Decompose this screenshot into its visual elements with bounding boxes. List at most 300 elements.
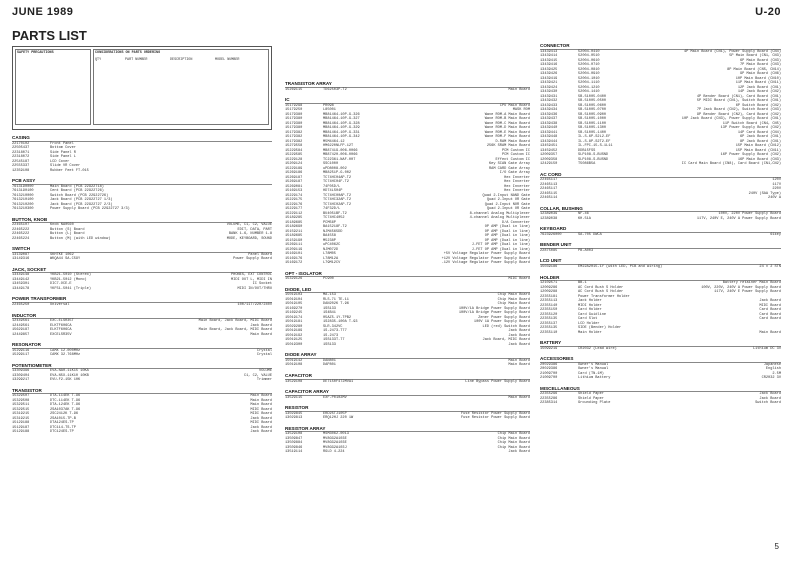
part-name: EXF-P0102MV (323, 395, 347, 400)
part-number: 7623926000 (540, 232, 562, 237)
part-description: 9P Bender Board (CN2), Card Board (CN2) (696, 112, 781, 117)
part-number: 22465117 (540, 178, 558, 183)
part-name: NJM4565DD (323, 229, 343, 234)
part-number: 22465113 (540, 182, 558, 187)
part-name: IL-FPC-15-S-1L11 (578, 144, 613, 149)
part-description: Trimmer (256, 378, 272, 383)
part-number: 15019181 (285, 320, 303, 325)
part-description: Jack Board (250, 323, 272, 328)
part-name: TC74HC04F-T2 (323, 180, 349, 185)
part-name: AC Cord Bush S Holder (578, 285, 624, 290)
part-name: PB-A003 (578, 248, 594, 253)
part-name: YKF51-5041 (Triple) (50, 286, 91, 291)
part-name: 52004-1210 (578, 85, 600, 90)
part-number: 12449561 (12, 323, 30, 328)
part-name: ERD25TJ105P (323, 411, 347, 416)
part-number: 13439424 (540, 85, 558, 90)
part-name: 5B-51005-0500 (578, 99, 607, 104)
section-title: POTENTIOMETER (12, 363, 272, 370)
part-name: PR098 (323, 103, 334, 108)
part-name: TC74HC32AP-T2 (323, 198, 352, 203)
part-name: 1S-2473-T77 (323, 329, 347, 334)
part-number: 15179382 (285, 139, 303, 144)
part-number: 13439413 (540, 49, 558, 54)
safety-box (15, 49, 91, 125)
part-description: Wave ROM-B Main Board (484, 117, 530, 122)
part-number: 13439421 (540, 81, 558, 86)
part-number: 13439425 (540, 67, 558, 72)
part-description: 120V (772, 178, 781, 183)
part-description: MIDI Board (508, 277, 530, 282)
part-name: LCD Holder (578, 321, 600, 326)
part-number: 22355137 (540, 321, 558, 326)
part-row (12, 430, 272, 435)
part-number: 15019189 (285, 329, 303, 334)
part-number: 15179382 (285, 135, 303, 140)
part-description: Main Board, Jack Board, MIDI Board (198, 328, 272, 333)
part-number: 15179380 (285, 121, 303, 126)
part-number: 15019103 (285, 293, 303, 298)
part-name: SKHTKE 1062 (50, 252, 74, 257)
part-name: SIDE (Bender) Holder (578, 326, 622, 331)
part-row (12, 237, 272, 242)
part-number: 22355150 (540, 308, 558, 313)
parts-column-2 (285, 76, 530, 455)
part-description: Jack Board, MIDI Board (482, 338, 530, 343)
part-name: 52004-1410 (578, 90, 600, 95)
part-number: 22465250 (12, 303, 30, 308)
part-name: BA4558 (323, 234, 336, 239)
part-name: DTC114-TS-TP (50, 425, 76, 430)
part-number: 15019104 (285, 297, 303, 302)
section-title: KEYBOARD (540, 226, 781, 233)
part-name: 5B-51005-0700 (578, 108, 607, 113)
order-headers (95, 58, 267, 63)
part-number: 15179298 (285, 103, 303, 108)
part-number: 22545187 (12, 159, 30, 164)
section-title: IC (285, 97, 530, 104)
part-number: 15129187 (12, 425, 30, 430)
part-description: 8P Jack Board (CN1) (740, 139, 781, 144)
part-number: 15329515 (12, 407, 30, 412)
part-number: 22355181 (540, 294, 558, 299)
part-description: BANK 1-6, NUMBER 1-8 (228, 232, 272, 237)
part-name: TC74HC04AP-T2 (323, 175, 352, 180)
part-name: Knob NA0560 (50, 223, 74, 228)
part-description: +5V Voltage Regulator Power Supply Board (443, 252, 530, 257)
part-name: MV8GG2A103E (323, 436, 347, 441)
section-title: DIODE ARRAY (285, 352, 530, 359)
part-name: CAMX 12.000MHz (50, 348, 81, 353)
section-title: AC CORD (540, 172, 781, 179)
part-number: 7613210200 (12, 202, 34, 207)
part-number: 22355110 (540, 330, 558, 335)
part-name: MB87420-006-0066 (323, 153, 358, 158)
part-description: MIDI IN/OUT/THRU (237, 286, 272, 291)
part-name: RLS-71 TE-11 (323, 297, 349, 302)
column-3-sections (540, 43, 781, 406)
part-description: Jack Board (759, 396, 781, 401)
part-name: CAMX 32.768MHz (50, 353, 81, 358)
part-row (12, 303, 272, 308)
part-number: 15169101 (285, 252, 303, 257)
part-number: 15269187 (285, 175, 303, 180)
part-name: TC74HC00AP-T2 (323, 193, 352, 198)
part-description: Hex Inverter (504, 180, 530, 185)
part-number: 15179380 (285, 112, 303, 117)
part-name: DTC-114EK T-96 (50, 398, 81, 403)
notes-panel (12, 46, 272, 130)
part-number: 15229585 (285, 153, 303, 158)
part-description: Jack Board (508, 333, 530, 338)
part-number: 13439414 (540, 54, 558, 59)
part-number: 13439448 (540, 135, 558, 140)
part-description: Main Board (250, 394, 272, 399)
part-description: Quad 2-Input OR Gate (486, 207, 530, 212)
part-description: Hex Inverter (504, 184, 530, 189)
part-number: 15329508 (12, 398, 30, 403)
part-description: 10P Jack Board (CN3), Power Supply Board (CN1) (681, 117, 781, 122)
part-description: 6P Jack Board (CN1) (740, 135, 781, 140)
part-number: 13439426 (540, 72, 558, 77)
part-name: DAN202K T-96 (323, 302, 349, 307)
part-description: Chip Main Board (497, 441, 530, 446)
section-title: RESISTOR (285, 405, 530, 412)
part-name: EXCELSR35V (50, 332, 72, 337)
part-name: MV8GG2A103E (323, 441, 347, 446)
part-name: MB81464-10P-G-328 (323, 121, 360, 126)
part-number: 22505437 (12, 146, 30, 151)
part-description: MIDI OUT L, MIDI IN (231, 277, 272, 282)
part-name: TC74HC4052 (323, 216, 345, 221)
part-description: +12V Voltage Regulator Power Supply Board (441, 256, 530, 261)
part-number: 15279558 (285, 144, 303, 149)
part-number: 12009358 (540, 157, 558, 162)
part-row (285, 343, 530, 348)
part-description: Panel Board (248, 252, 272, 257)
part-number: 15329507 (12, 394, 30, 399)
part-description: 100/117/220/240V (237, 303, 272, 308)
part-row (540, 376, 781, 381)
part-number: 22355140 (540, 303, 558, 308)
part-description: Card Board (759, 308, 781, 313)
part-name: PC900 (323, 277, 334, 282)
part-description: MODE, KEYBOARD, SOUND (226, 236, 272, 241)
part-row (540, 331, 781, 336)
part-description: 4P Bender Board (CN1), Card Board (CN1) (696, 94, 781, 99)
part-description: Main Board, Jack Board, MIDI Board (198, 319, 272, 324)
part-number: 12009357 (540, 153, 558, 158)
part-description: 16P Main Board (CN3) (737, 157, 781, 162)
part-row (12, 378, 272, 383)
part-name: MB81464-10P-G-327 (323, 117, 360, 122)
part-name: IL-S-8P-S2T2-EF (578, 139, 611, 144)
section-title: COLLAR, BUSHING (540, 206, 781, 213)
part-number: 15319215 (12, 416, 30, 421)
part-number: 13029813 (285, 416, 303, 421)
part-name: Button (M) (with LED window) (50, 236, 111, 241)
part-description: 13P Power Supply Board (CN2) (720, 126, 781, 131)
part-number: 13439431 (540, 94, 558, 99)
part-description: 117V (772, 182, 781, 187)
part-number: 13439438 (540, 121, 558, 126)
part-number: 7613210000 (12, 193, 34, 198)
part-name: Main Board (PCB 22922718) (50, 184, 104, 189)
part-description: Power Supply Board (233, 257, 272, 262)
part-description: Jack Board (250, 425, 272, 430)
part-number: 22465115 (540, 191, 558, 196)
part-description: D/A Converter (501, 220, 530, 225)
part-description: MIDI Board (759, 303, 781, 308)
part-name: Button (L) Board (50, 232, 85, 237)
part-name: 5B-51005-1400 (578, 130, 607, 135)
part-description: 15P Main Board (CN11) (735, 148, 781, 153)
part-name: Main Holder (578, 330, 602, 335)
part-row (540, 249, 781, 254)
part-name: IL-S-6P-S2L2-EF (578, 135, 611, 140)
order-header: QTY (95, 58, 102, 63)
part-row (285, 261, 530, 266)
part-description: Chip Main Board (497, 445, 530, 450)
section-title: RESONATOR (12, 342, 272, 349)
part-number: 13519114 (285, 450, 303, 455)
part-number: 13439416 (540, 63, 558, 68)
part-name: MV8GG2A103J (323, 445, 347, 450)
part-number: 12429150 (540, 162, 558, 167)
part-description: 117V, 240V E, 240V A Power Supply Board (696, 216, 781, 221)
part-number: 15169153 (285, 189, 303, 194)
part-number: 22170102 (12, 141, 30, 146)
part-description: 256K SRAM Main Board (486, 144, 530, 149)
column-1-sections (12, 135, 272, 435)
part-description: 117V, 240V E Power Supply Board (714, 290, 781, 295)
part-name: LCD Cover (50, 159, 70, 164)
part-name: L85001 (323, 108, 336, 113)
part-description: 6P Switch Board (CN2) (735, 103, 781, 108)
part-row (540, 196, 781, 201)
part-name: Button (S) Board (50, 227, 85, 232)
part-number: 15029280 (285, 324, 303, 329)
part-name: M5238P (323, 238, 336, 243)
part-description: OP AMP (Dual in line) (484, 225, 530, 230)
part-description: 100V, 220V Power Supply Board (718, 212, 781, 217)
part-row (540, 265, 781, 270)
part-description: 10P Main Board (CN10) (735, 76, 781, 81)
part-number: 15179380 (285, 117, 303, 122)
part-row (285, 277, 530, 282)
part-name: 05AZ5.1Y-TPB2 (323, 315, 352, 320)
part-number: 22355120 (540, 312, 558, 317)
part-number: 12389039 (540, 212, 558, 217)
part-name: DDB15FSS (578, 148, 596, 153)
part-number: 22465222 (12, 232, 30, 237)
part-row (540, 347, 781, 352)
part-description: Jack Board (508, 342, 530, 347)
part-number: 15329126 (285, 277, 303, 282)
part-name: BA15218F-T2 (323, 225, 347, 230)
part-name: EVU-F2-15K 10K (50, 378, 81, 383)
header-date: JUNE 1989 (12, 6, 74, 18)
part-name: L79M12CV (323, 261, 341, 266)
part-number: 15169172 (285, 261, 303, 266)
part-name: BU4051BF-T2 (323, 211, 347, 216)
part-number: 22355135 (540, 326, 558, 331)
part-description: Jack Board (508, 329, 530, 334)
part-number: 13439432 (540, 99, 558, 104)
part-name: Front Panel (50, 141, 74, 146)
part-name: 52004-0810 (578, 67, 600, 72)
section-title: POWER TRANSFORMER (12, 296, 272, 303)
part-description: 240V (SAA Type) (748, 191, 781, 196)
part-name: MB81464-10P-G-331 (323, 130, 360, 135)
part-number: 13439437 (540, 117, 558, 122)
safety-title: SAFETY PRECAUTIONS (17, 51, 54, 55)
part-number: 15169245 (285, 311, 303, 316)
section-title: PCB ASSY (12, 178, 272, 185)
part-number: 13439433 (540, 103, 558, 108)
part-row (12, 353, 272, 358)
part-name: YKB21-5010 (Stereo) (50, 273, 91, 278)
part-number: 12389038 (540, 216, 558, 221)
part-description: 4-channel Analog Multiplexer (469, 216, 530, 221)
part-name: 1SS133T-77 (323, 338, 345, 343)
part-name: SSC1000 (323, 162, 339, 167)
part-name: uPC4062C (323, 243, 341, 248)
part-description: OP AMP (Dual in line) (484, 234, 530, 239)
part-number: 12449561 (12, 319, 30, 324)
section-title: DIODE, LED (285, 287, 530, 294)
part-name: EM22A2015-1Y (with LED, PCB and wiring) (578, 265, 663, 270)
section-title: TRANSISTOR (12, 388, 272, 395)
part-description: J-FET OP AMP (Dual in line) (471, 243, 530, 248)
part-name: MB81464-10P-G-329 (323, 126, 360, 131)
part-description: -12V Voltage Regulator Power Supply Board (441, 261, 530, 266)
part-name: 52004-1110 (578, 81, 600, 86)
part-name: Owner's Manual (578, 367, 609, 372)
part-name: Side Panel L (50, 155, 76, 160)
part-number: 13529108 (285, 379, 303, 384)
part-name: Card Guidline (578, 312, 607, 317)
part-description: 5P MIDI Board (CN1), Switch Board (CN1) (696, 99, 781, 104)
part-description: Chip Main Board (497, 432, 530, 437)
part-name: ELKTF606CA (50, 328, 72, 333)
part-description: Jack Board (250, 416, 272, 421)
part-row (12, 257, 272, 262)
part-row (540, 233, 781, 238)
part-number: 15229174 (285, 193, 303, 198)
part-name: Lithium Battery (578, 376, 611, 381)
part-number: 15269186 (285, 171, 303, 176)
part-description: 12P Jack Board (CN1) (737, 85, 781, 90)
part-name: Jack Board (PCB 22922727 2/3) (50, 202, 113, 207)
part-name: 5B-51005-0600 (578, 103, 607, 108)
part-name: 1S2835-100A T-93 (323, 320, 358, 325)
part-description (110, 207, 272, 212)
part-name: Switch Board (PCB 22922726) (50, 193, 109, 198)
part-number: 15269187 (285, 180, 303, 185)
part-description: 220V (772, 187, 781, 192)
part-description: EDIT, DATA, PART (237, 227, 272, 232)
part-name: DTA124ES-TP (50, 421, 74, 426)
part-description: 4P Main Board (CN1), Power Supply Board (CN4) (683, 49, 781, 54)
part-description (110, 169, 272, 174)
part-description: English (765, 367, 781, 372)
part-name: MA-153 (323, 293, 336, 298)
part-description: Fuse Resistor Power Supply Board (460, 411, 530, 416)
part-name: L78M05 (323, 252, 336, 257)
part-description: VOLUME, C1, C2, VALUE (226, 223, 272, 228)
part-description: Card Board (759, 317, 781, 322)
part-description: Main Board (508, 395, 530, 400)
order-header: PART NUMBER (125, 58, 148, 63)
part-name: NJM072D (323, 247, 339, 252)
part-number: 15229112 (285, 211, 303, 216)
part-name: 1SS133 (323, 342, 336, 347)
part-name: EXC-ELSR35T (50, 319, 74, 324)
part-number: 15179380 (285, 126, 303, 131)
part-name: L78M12A (323, 256, 339, 261)
part-number: 13509847 (285, 436, 303, 441)
part-description: Wave ROM-E Main Board (484, 130, 530, 135)
part-name: Universal (50, 303, 70, 308)
part-description: Key SCAN Gate Array (489, 162, 530, 167)
part-number: 15189685 (285, 220, 303, 225)
part-description: Card Board (759, 312, 781, 317)
part-description: 7P Jack Board (CN2), Switch Board (CN3) (696, 108, 781, 113)
part-row (12, 287, 272, 292)
part-name: 5B-51005-0400 (578, 94, 607, 99)
part-description: Jack Board (759, 392, 781, 397)
part-number: 12009288 (540, 290, 558, 295)
part-description: Quad 2-Input NOR Gate (484, 202, 530, 207)
part-name: 52004-1010 (578, 76, 600, 81)
part-description: 16P Power Supply Board (CN2) (720, 153, 781, 158)
part-name: Card Holder (578, 308, 602, 313)
part-name: Jack Holder (578, 299, 602, 304)
part-description: Hex Inverter (504, 175, 530, 180)
part-number: 7613190000 (12, 184, 34, 189)
part-row (12, 207, 272, 212)
part-name: 5B-51005-1300 (578, 126, 607, 131)
part-row (540, 401, 781, 406)
section-title: RESISTOR ARRAY (285, 426, 530, 433)
part-name: 5B-51005-0900 (578, 112, 607, 117)
part-description: 8-channel Analog Multiplexer (469, 211, 530, 216)
part-number: 22465117 (540, 187, 558, 192)
part-description: Chip Main Board (497, 436, 530, 441)
part-number: 13459451 (540, 144, 558, 149)
part-description: 61key (770, 232, 781, 237)
part-description: Main Board (250, 398, 272, 403)
part-description: CR2032 3V (761, 376, 781, 381)
part-name: CR2032 (Lead wire) (578, 346, 617, 351)
section-title: HOLDER (540, 275, 781, 282)
part-number: 15299117 (12, 353, 30, 358)
part-name: Side Panel R (50, 150, 76, 155)
part-name (578, 196, 638, 201)
part-number: 22318072 (12, 155, 30, 160)
part-number: 12109571 (540, 281, 558, 286)
part-number: 15019300 (285, 342, 303, 347)
part-row (285, 416, 530, 421)
part-description: MASK ROM (512, 108, 530, 113)
part-name: TD62503P-T2 (323, 87, 347, 92)
part-name: DAP801 (323, 363, 336, 368)
part-description: 14P Card Board (CN4) (737, 130, 781, 135)
part-name: 52004-0910 (578, 72, 600, 77)
part-description: 7P Main Board (CN3) (740, 63, 781, 68)
part-description: 14P Jack Board (CN2) (737, 90, 781, 95)
